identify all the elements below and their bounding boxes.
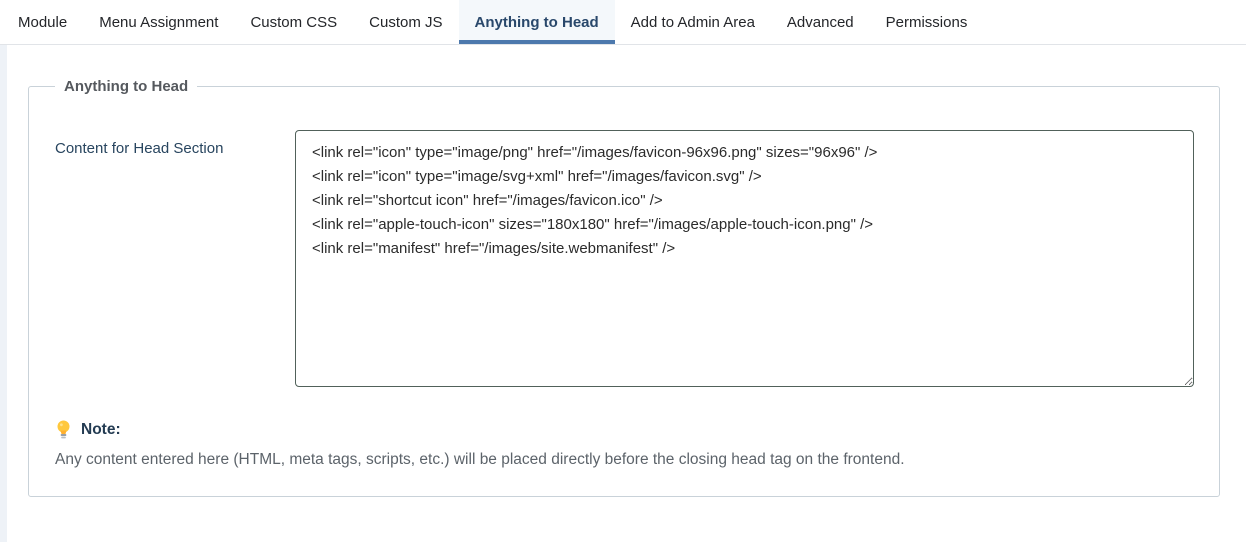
tab-bar xyxy=(0,0,1246,45)
content-for-head-textarea[interactable] xyxy=(295,130,1194,387)
content-for-head-label: Content for Head Section xyxy=(55,140,224,157)
tab-custom-js[interactable]: Custom JS xyxy=(369,13,443,31)
tab-anything-to-head[interactable]: Anything to Head xyxy=(459,0,615,44)
tab-permissions[interactable]: Permissions xyxy=(885,13,968,31)
anything-to-head-panel xyxy=(28,78,1220,497)
lightbulb-icon xyxy=(56,420,71,440)
note-body: Any content entered here (HTML, meta tags, scripts, etc.) will be placed directly before the closing head tag on the frontend. xyxy=(55,451,905,468)
tab-custom-css[interactable]: Custom CSS xyxy=(250,13,338,31)
tab-advanced[interactable]: Advanced xyxy=(786,13,854,31)
tab-add-to-admin-area[interactable]: Add to Admin Area xyxy=(630,13,755,31)
tab-menu-assignment[interactable]: Menu Assignment xyxy=(99,13,219,31)
panel-legend: Anything to Head xyxy=(64,78,189,95)
left-edge-stripe xyxy=(0,45,7,542)
tab-module[interactable]: Module xyxy=(18,13,68,31)
note-title: Note: xyxy=(81,421,121,438)
note-header xyxy=(56,420,121,440)
